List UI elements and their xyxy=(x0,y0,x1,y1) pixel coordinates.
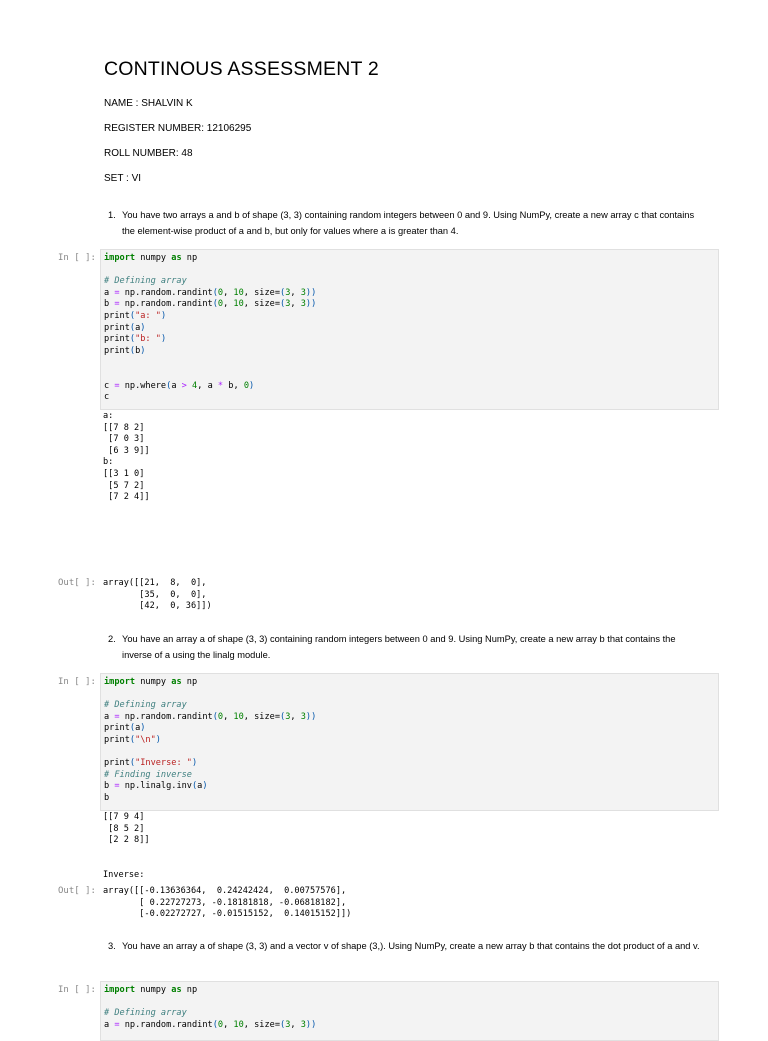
roll-number: ROLL NUMBER: 48 xyxy=(104,148,193,159)
question-3 xyxy=(108,938,707,954)
question-number: 2. xyxy=(108,634,116,644)
code-cell-1[interactable] xyxy=(100,249,719,410)
code-cell-2[interactable] xyxy=(100,673,719,811)
set-label: SET : VI xyxy=(104,173,142,184)
code-editor[interactable]: import numpy as np # Defining array a = np.random.randint(0, 10, size=(3, 3)) xyxy=(104,985,317,1030)
output-prompt: Out[ ]: xyxy=(58,578,96,588)
question-text: You have two arrays a and b of shape (3, 3) containing random integers between 0 and 9. Using NumPy, create a new array c that contains the element-wise product of a and b, but only for values where a is greater than 4. xyxy=(122,210,695,236)
notebook-title: CONTINOUS ASSESSMENT 2 xyxy=(104,58,379,80)
question-number: 3. xyxy=(108,941,116,951)
register-number: REGISTER NUMBER: 12106295 xyxy=(104,123,252,134)
input-prompt: In [ ]: xyxy=(58,985,96,995)
code-editor[interactable]: import numpy as np # Defining array a = np.random.randint(0, 10, size=(3, 3)) b = np.random.randint(0, 10, size=(3, 3)) print("a: ") print(a) print("b: ") print(b) c = np.where(a > 4, a * b, 0) c xyxy=(104,253,317,403)
output-prompt: Out[ ]: xyxy=(58,886,96,896)
stdout-output: a: [[7 8 2] [7 0 3] [6 3 9]] b: [[3 1 0] [5 7 2] [7 2 4]] xyxy=(103,411,150,503)
result-output: array([[-0.13636364, 0.24242424, 0.00757576], [ 0.22727273, -0.18181818, -0.06818182], [-0.02272727, -0.01515152, 0.14015152]]) xyxy=(103,886,352,920)
question-text: You have an array a of shape (3, 3) containing random integers between 0 and 9. Using NumPy, create a new array b that contains the inverse of a using the linalg module. xyxy=(122,634,676,660)
student-name: NAME : SHALVIN K xyxy=(104,98,193,109)
question-number: 1. xyxy=(108,210,116,220)
question-text: You have an array a of shape (3, 3) and a vector v of shape (3,). Using NumPy, create a new array b that contains the dot product of a and v. xyxy=(122,941,700,951)
code-editor[interactable]: import numpy as np # Defining array a = np.random.randint(0, 10, size=(3, 3)) print(a) print("\n") print("Inverse: ") # Finding inverse b = np.linalg.inv(a) b xyxy=(104,677,317,803)
input-prompt: In [ ]: xyxy=(58,677,96,687)
code-cell-3[interactable] xyxy=(100,981,719,1041)
input-prompt: In [ ]: xyxy=(58,253,96,263)
question-2 xyxy=(108,631,707,663)
question-1 xyxy=(108,207,707,239)
result-output: array([[21, 8, 0], [35, 0, 0], [42, 0, 36]]) xyxy=(103,578,212,612)
stdout-output: [[7 9 4] [8 5 2] [2 2 8]] Inverse: xyxy=(103,812,150,880)
